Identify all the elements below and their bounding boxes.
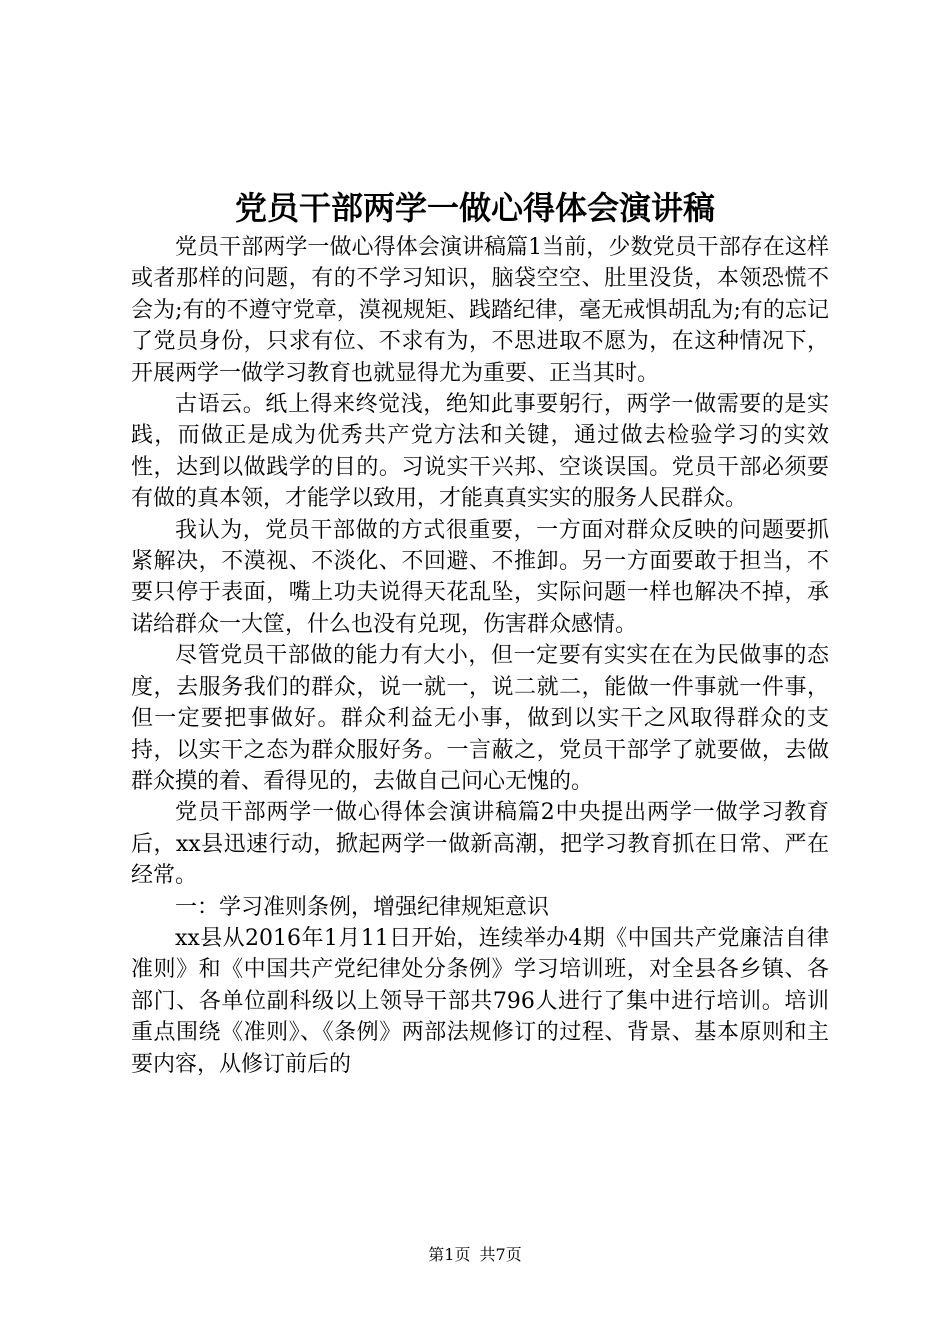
section-heading-1: 一：学习准则条例，增强纪律规矩意识: [175, 894, 550, 920]
page-footer: [0, 1244, 950, 1266]
paragraph-4: 尽管党员干部做的能力有大小，但一定要有实实在在为民做事的态度，去服务我们的群众，说一就一，说二就二，能做一件事就一件事，但一定要把事做好。群众利益无小事，做到以实干之风取得群众的支持，以实干之态为群众服好务。一言蔽之，党员干部学了就要做，去做群众摸的着、看得见的，去做自己问心无愧的。: [131, 643, 829, 794]
paragraph-6: xx县从2016年1月11日开始，连续举办4期《中国共产党廉洁自律准则》和《中国共产党纪律处分条例》学习培训班，对全县各乡镇、各部门、各单位副科级以上领导干部共796人进行了集中进行培训。培训重点围绕《准则》、《条例》两部法规修订的过程、背景、基本原则和主要内容，从修订前后的: [131, 925, 829, 1077]
page-total: 共7页: [479, 1245, 522, 1264]
paragraph-3: 我认为，党员干部做的方式很重要，一方面对群众反映的问题要抓紧解决，不漠视、不淡化、不回避、不推卸。另一方面要敢于担当，不要只停于表面，嘴上功夫说得天花乱坠，实际问题一样也解决不掉，承诺给群众一大筐，什么也没有兑现，伤害群众感情。: [131, 517, 829, 637]
paragraph-5: 党员干部两学一做心得体会演讲稿篇2中央提出两学一做学习教育后，xx县迅速行动，掀起两学一做新高潮，把学习教育抓在日常、严在经常。: [131, 800, 829, 889]
paragraph-2: 古语云。纸上得来终觉浅，绝知此事要躬行，两学一做需要的是实践，而做正是成为优秀共产党方法和关键，通过做去检验学习的实效性，达到以做践学的目的。习说实干兴邦、空谈误国。党员干部必须要有做的真本领，才能学以致用，才能真真实实的服务人民群众。: [131, 392, 829, 512]
document-title: 党员干部两学一做心得体会演讲稿: [234, 189, 715, 227]
page-number: 第1页: [428, 1245, 471, 1264]
paragraph-1: 党员干部两学一做心得体会演讲稿篇1当前，少数党员干部存在这样或者那样的问题，有的不学习知识，脑袋空空、肚里没货，本领恐慌不会为;有的不遵守党章，漠视规矩、践踏纪律，毫无戒惧胡乱为;有的忘记了党员身份，只求有位、不求有为，不思进取不愿为，在这种情况下，开展两学一做学习教育也就显得尤为重要、正当其时。: [131, 235, 829, 386]
document-body: [131, 232, 829, 1080]
